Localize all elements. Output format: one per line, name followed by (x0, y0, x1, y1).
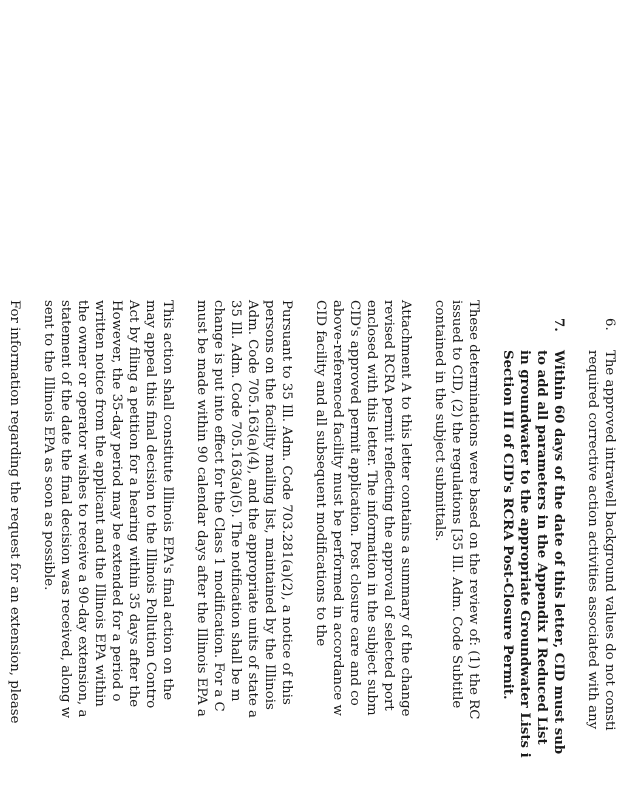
paragraph-notice (193, 300, 295, 800)
list-item-number: 7. (551, 318, 566, 332)
text-line: Pursuant to 35 Ill. Adm. Code 703.281(a)(2), a notice of this (279, 300, 294, 705)
text-line: This action shall constitute Illinois EPA's final action on the (160, 300, 175, 701)
text-line: CID's approved permit application. Post closure care and co (347, 300, 362, 706)
paragraph-attachment (312, 300, 414, 800)
text-line: CID facility and all subsequent modifications to the (313, 300, 328, 647)
paragraph-determinations (431, 300, 482, 800)
rotated-letter-body (6, 300, 618, 800)
text-line: revised RCRA permit reflecting the approval of selected port (381, 300, 396, 711)
text-line: must be made within 90 calendar days after the Illinois EPA a (194, 300, 209, 717)
text-line: written notice from the applicant and the Illinois EPA within (92, 300, 107, 707)
text-line: change is put into effect for the Class 1 modification. For a C (211, 300, 226, 712)
text-line: The approved intrawell background values do not consti (602, 350, 617, 731)
text-line: Within 60 days of the date of this letter, CID must sub (551, 350, 566, 755)
text-line: above-referenced facility must be performed in accordance w (330, 300, 345, 716)
text-line: Section III of CID's RCRA Post-Closure Permit. (500, 350, 515, 700)
text-line: 35 Ill. Adm. Code 705.163(a)(5). The notification shall be m (228, 300, 243, 702)
text-line: to add all parameters in the Appendix I Reduced List (534, 350, 549, 745)
list-item-number: 6. (602, 318, 617, 331)
text-line: the owner or operator wishes to receive a 90-day extension, a (75, 300, 90, 718)
paragraph-extension-info (6, 300, 23, 800)
text-line: issued to CID, (2) the regulations [35 Ill. Adm. Code Subtitle (449, 300, 464, 709)
text-line: sent to the Illinois EPA as soon as possible. (41, 300, 56, 591)
text-line: Attachment A to this letter contains a summary of the change (398, 300, 413, 717)
text-line: contained in the subject submittals. (432, 300, 447, 542)
text-line: persons on the facility mailing list, maintained by the Illinois (262, 300, 277, 710)
list-item-6 (584, 300, 618, 800)
text-line: For information regarding the request for an extension, please (7, 300, 22, 724)
text-line: Act by filing a petition for a hearing within 35 days after the (126, 300, 141, 708)
text-line: However, the 35-day period may be extended for a period o (109, 300, 124, 702)
text-line: Adm. Code 705.163(a)(4), and the appropriate units of state a (245, 300, 260, 718)
paragraph-final-action (40, 300, 176, 800)
text-line: statement of the date the final decision was received, along w (58, 300, 73, 719)
text-line: enclosed with this letter. The information in the subject subm (364, 300, 379, 716)
text-line: in groundwater to the appropriate Groundwater Lists i (517, 350, 532, 758)
text-line: These determinations were based on the review of: (1) the RC (466, 300, 481, 720)
list-item-7 (499, 300, 567, 800)
text-line: required corrective action activities associated with any (585, 350, 600, 730)
text-line: may appeal this final decision to the Illinois Pollution Contro (143, 300, 158, 709)
